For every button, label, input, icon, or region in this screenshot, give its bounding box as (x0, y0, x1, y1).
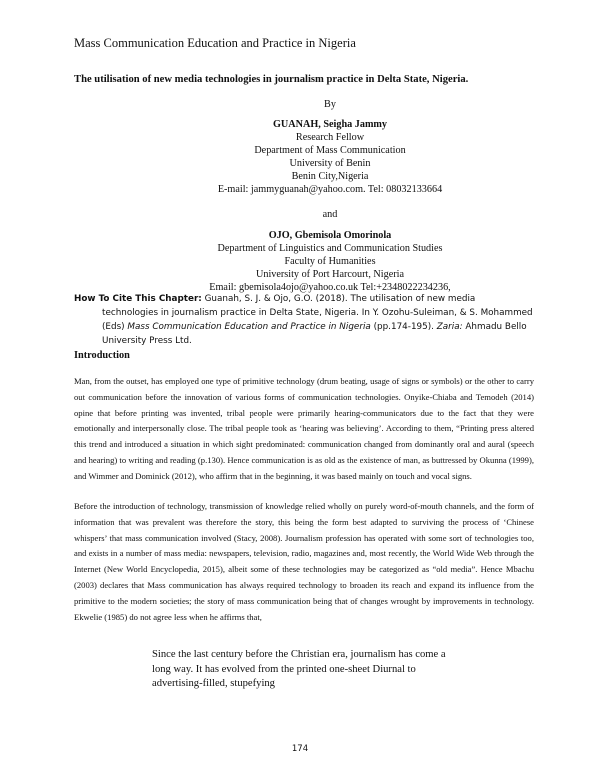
citation-book-title: Mass Communication Education and Practice in Nigeria (127, 322, 371, 332)
author-block-2 (120, 229, 540, 294)
body-paragraph-2: Before the introduction of technology, transmission of knowledge relied wholly on purely word-of-mouth channels, and the form of information that was prevalent was therefore the story, this being the form best adapted to surviving the process of ‘Chinese whispers’ that mass communication involved (Stacy, 2008). Journalism profession has operated with some sort of technologies too, and exists in a number of mass media: newspapers, television, radio, magazines and, most recently, the World Wide Web through the Internet (New World Encyclopedia, 2015), albeit some of these technologies may be categorized as “old media”. Hence Mbachu (2003) declares that Mass communication has always required technology to broaden its reach and expand its influence from the primitive to the modern societies; the story of mass communication being that of changes wrought by improvements in technology. Ekwelie (1985) do not agree less when he affirms that, (74, 501, 534, 622)
author-affiliation-line: Faculty of Humanities (284, 256, 376, 267)
citation-label: How To Cite This Chapter: (74, 294, 202, 304)
article-title: The utilisation of new media technologies in journalism practice in Delta State, Nigeria. (74, 74, 469, 85)
author-affiliation-line: Department of Mass Communication (254, 145, 406, 156)
body-paragraph-1: Man, from the outset, has employed one type of primitive technology (drum beating, usage of signs or symbols) or the other to carry out communication before the innovation of various forms of communication technologies. Onyike-Chiaba and Temodeh (2014) opine that before printing was invented, tribal people were primarily hearing-communicators due to the fact that they were emotionally and interpersonally close. The tribal people took as ‘hearing was believing’. According to them, “Printing press altered this trend and introduced a situation in which sight predominated: communication changed from dominantly oral and aural (speech and hearing) to writing and reading (p.130). Hence communication is as old as the existence of man, as buttressed by Okunna (1999), and Wimmer and Dominick (2012), who affirm that in the beginning, it was based mainly on touch and vocal signs. (74, 376, 534, 481)
citation-pages: (pp.174-195). (370, 322, 437, 332)
author-affiliation-line: University of Port Harcourt, Nigeria (256, 269, 404, 280)
by-line: By (324, 99, 336, 110)
author-affiliation-line: University of Benin (289, 158, 371, 169)
author-name: GUANAH, Seigha Jammy (272, 119, 388, 130)
author-affiliation-line: Research Fellow (295, 132, 365, 143)
citation-text: Guanah, S. J. & Ojo, G.O. (2018). The utilisation of new media technologies in journalism practice in Delta State, Nigeria. In Y. Ozohu-Suleiman, & S. Mohammed (Eds) (102, 294, 533, 332)
block-quote: Since the last century before the Christian era, journalism has come a long way. It has evolved from the printed one-sheet Diurnal to advertising-filled, stupefying (152, 649, 446, 689)
and-separator: and (322, 209, 338, 220)
author-affiliation-line: Department of Linguistics and Communication Studies (217, 243, 443, 254)
author-block-1 (120, 118, 540, 196)
citation-publisher: Ahmadu Bello University Press Ltd. (102, 322, 527, 346)
author-contact-line: Email: gbemisola4ojo@yahoo.co.uk Tel:+2348022234236, (209, 282, 451, 293)
running-header: Mass Communication Education and Practice in Nigeria (74, 36, 356, 50)
page-number: 174 (291, 744, 309, 754)
citation-block (74, 292, 534, 348)
author-contact-line: E-mail: jammyguanah@yahoo.com. Tel: 08032133664 (217, 184, 443, 195)
author-name: OJO, Gbemisola Omorinola (268, 230, 392, 241)
author-affiliation-line: Benin City,Nigeria (291, 171, 369, 182)
citation-place: Zaria: (436, 322, 463, 332)
section-heading: Introduction (74, 350, 130, 361)
